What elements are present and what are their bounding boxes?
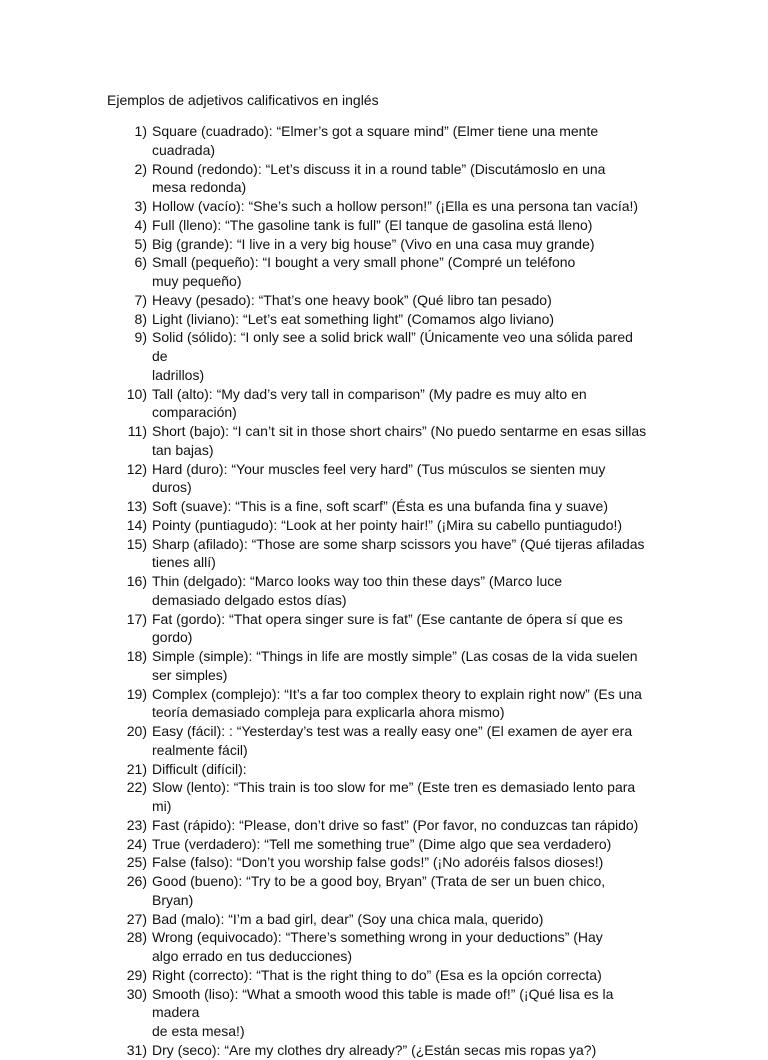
list-item — [107, 872, 647, 910]
item-text: False (falso): “Don’t you worship false gods!” (¡No adoréis falsos dioses!) — [152, 854, 604, 871]
adjective-list — [107, 122, 647, 1060]
item-number: 23) — [126, 816, 147, 833]
item-text: True (verdadero): “Tell me something true” (Dime algo que sea verdadero) — [152, 835, 612, 852]
item-number: 27) — [126, 910, 147, 927]
item-number: 28) — [126, 929, 147, 946]
list-item — [107, 985, 647, 1041]
document-title: Ejemplos de adjetivos calificativos en inglés — [107, 92, 379, 108]
item-text: Hollow (vacío): “She’s such a hollow person!” (¡Ella es una persona tan vacía!) — [152, 198, 639, 214]
item-text: Solid (sólido): “I only see a solid brick wall” (Únicamente veo una sólida pared de ladrillos) — [152, 329, 633, 383]
item-text: Big (grande): “I live in a very big house” (Vivo en una casa muy grande) — [152, 235, 595, 252]
item-number: 8) — [134, 310, 147, 327]
item-text: Fast (rápido): “Please, don’t drive so fast” (Por favor, no conduzcas tan rápido) — [152, 816, 639, 833]
item-number: 17) — [126, 610, 147, 627]
list-item — [107, 235, 647, 254]
item-number: 14) — [126, 516, 147, 533]
list-item — [107, 760, 647, 779]
item-text: Easy (fácil): : “Yesterday’s test was a really easy one” (El examen de ayer era realmente fácil) — [152, 723, 633, 758]
list-item — [107, 460, 647, 498]
item-number: 19) — [126, 685, 147, 702]
item-text: Wrong (equivocado): “There’s something wrong in your deductions” (Hay algo errado en tus deducciones) — [152, 929, 603, 964]
item-text: Small (pequeño): “I bought a very small phone” (Compré un teléfono muy pequeño) — [152, 254, 576, 289]
item-number: 2) — [134, 160, 147, 177]
item-number: 16) — [126, 573, 147, 589]
list-item — [107, 610, 647, 648]
list-item — [107, 572, 647, 610]
list-item — [107, 310, 647, 329]
list-item — [107, 197, 647, 216]
item-number: 3) — [134, 198, 147, 214]
item-text: Round (redondo): “Let’s discuss it in a round table” (Discutámoslo en una mesa redonda) — [152, 160, 606, 196]
item-number: 4) — [134, 216, 147, 233]
list-item — [107, 1041, 647, 1060]
list-item — [107, 422, 647, 460]
item-number: 22) — [126, 779, 147, 796]
list-item — [107, 685, 647, 723]
item-number: 20) — [126, 723, 147, 739]
item-number: 31) — [126, 1041, 147, 1058]
item-number: 11) — [127, 423, 147, 439]
item-text: Difficult (difícil): — [152, 760, 247, 777]
item-text: Short (bajo): “I can’t sit in those short chairs” (No puedo sentarme en esas sillas tan bajas) — [152, 423, 647, 458]
item-number: 6) — [134, 254, 147, 271]
item-number: 30) — [126, 985, 147, 1002]
item-text: Heavy (pesado): “That’s one heavy book” (Qué libro tan pesado) — [152, 291, 552, 308]
list-item — [107, 910, 647, 929]
item-number: 18) — [126, 648, 147, 664]
item-number: 10) — [126, 385, 147, 402]
item-text: Bad (malo): “I’m a bad girl, dear” (Soy una chica mala, querido) — [152, 910, 544, 927]
item-text: Full (lleno): “The gasoline tank is full” (El tanque de gasolina está lleno) — [152, 216, 593, 233]
item-text: Thin (delgado): “Marco looks way too thin these days” (Marco luce demasiado delgado estos días) — [152, 573, 563, 608]
item-text: Right (correcto): “That is the right thing to do” (Esa es la opción correcta) — [152, 966, 602, 983]
list-item — [107, 160, 647, 198]
list-item — [107, 516, 647, 535]
item-number: 13) — [126, 498, 147, 514]
item-text: Pointy (puntiagudo): “Look at her pointy hair!” (¡Mira su cabello puntiagudo!) — [152, 516, 623, 533]
list-item — [107, 778, 647, 816]
item-text: Smooth (liso): “What a smooth wood this table is made of!” (¡Qué lisa es la madera de esta mesa!) — [152, 985, 614, 1039]
item-number: 7) — [134, 291, 147, 308]
list-item — [107, 122, 647, 160]
item-text: Light (liviano): “Let’s eat something light” (Comamos algo liviano) — [152, 310, 555, 327]
item-text: Sharp (afilado): “Those are some sharp scissors you have” (Qué tijeras afiladas tienes allí) — [152, 535, 645, 571]
item-text: Slow (lento): “This train is too slow for me” (Este tren es demasiado lento para mi) — [152, 779, 636, 814]
item-number: 21) — [126, 760, 147, 777]
item-number: 5) — [134, 235, 147, 252]
item-text: Tall (alto): “My dad’s very tall in comparison” (My padre es muy alto en comparación) — [152, 385, 587, 421]
list-item — [107, 647, 647, 685]
item-number: 15) — [126, 535, 147, 552]
list-item — [107, 816, 647, 835]
item-text: Dry (seco): “Are my clothes dry already?” (¿Están secas mis ropas ya?) — [152, 1041, 597, 1058]
list-item — [107, 853, 647, 872]
item-number: 26) — [126, 873, 147, 889]
list-item — [107, 216, 647, 235]
item-text: Fat (gordo): “That opera singer sure is fat” (Ese cantante de ópera sí que es gordo) — [152, 610, 623, 646]
item-number: 12) — [126, 460, 147, 477]
list-item — [107, 535, 647, 573]
list-item — [107, 328, 647, 384]
list-item — [107, 928, 647, 966]
list-item — [107, 385, 647, 423]
item-text: Hard (duro): “Your muscles feel very hard” (Tus músculos se sienten muy duros) — [152, 460, 606, 496]
item-number: 24) — [126, 835, 147, 852]
item-number: 9) — [134, 329, 147, 346]
item-text: Soft (suave): “This is a fine, soft scarf” (Ésta es una bufanda fina y suave) — [152, 498, 608, 514]
list-item — [107, 966, 647, 985]
list-item — [107, 291, 647, 310]
item-number: 25) — [126, 854, 147, 871]
item-text: Good (bueno): “Try to be a good boy, Bryan” (Trata de ser un buen chico, Bryan) — [152, 873, 606, 908]
item-text: Complex (complejo): “It’s a far too complex theory to explain right now” (Es una teoría demasiado compleja para explicarla ahora mismo) — [152, 685, 642, 721]
list-item — [107, 253, 647, 291]
list-item — [107, 835, 647, 854]
list-item — [107, 722, 647, 760]
item-number: 29) — [126, 966, 147, 983]
item-number: 1) — [134, 123, 147, 139]
list-item — [107, 497, 647, 516]
item-text: Simple (simple): “Things in life are mostly simple” (Las cosas de la vida suelen ser simples) — [152, 648, 638, 683]
item-text: Square (cuadrado): “Elmer’s got a square mind” (Elmer tiene una mente cuadrada) — [152, 123, 599, 158]
